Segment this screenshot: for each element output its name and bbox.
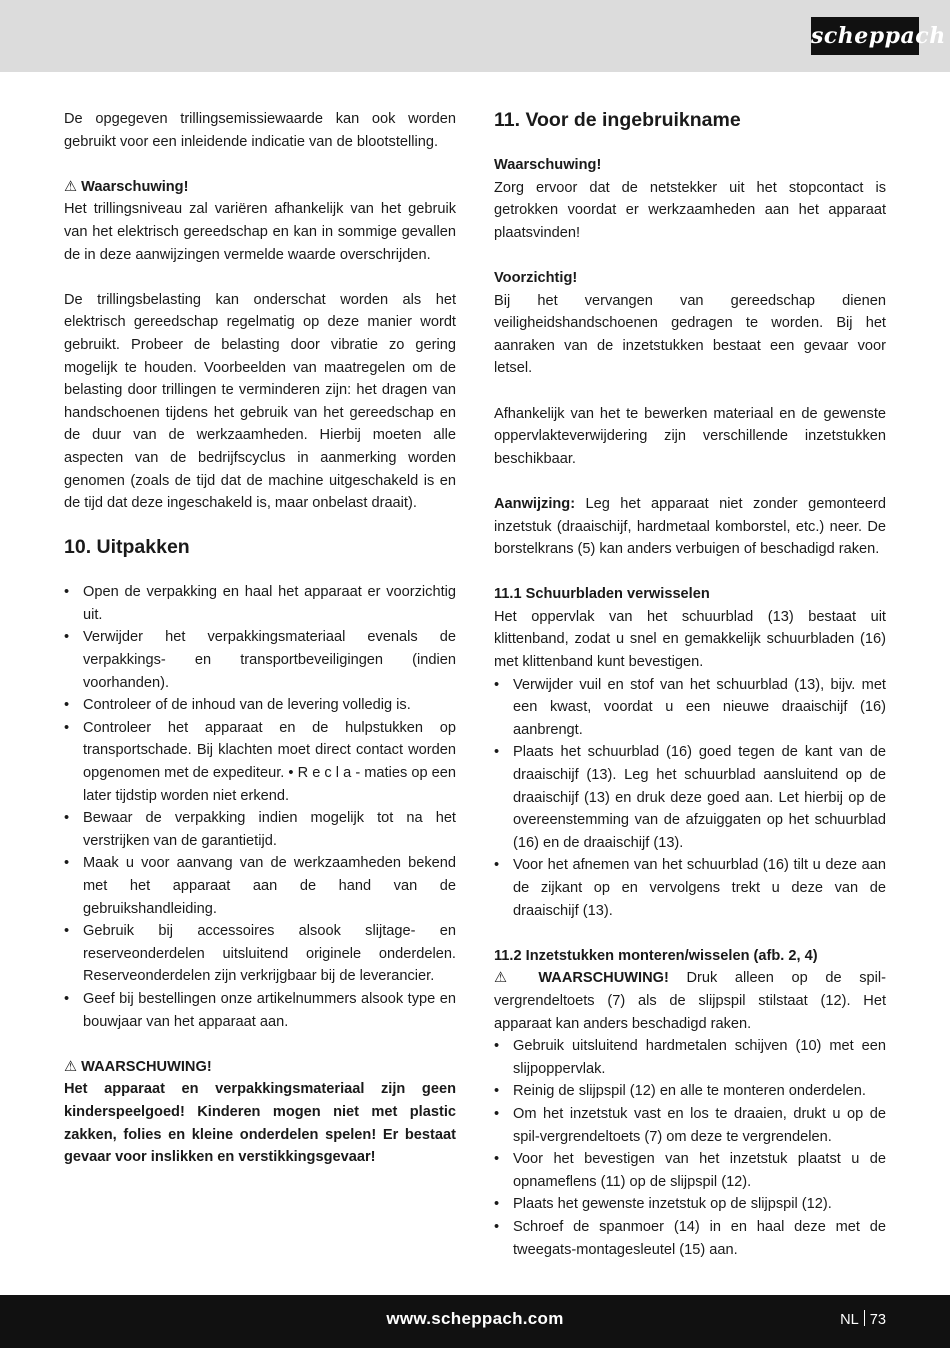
list-item: • Voor het afnemen van het schuurblad (16) tilt u deze aan de zijkant op en vervolgens trekt u deze van de draaischijf (13).: [494, 854, 886, 922]
page-separator: [864, 1310, 865, 1326]
list-item: • Controleer het apparaat en de hulpstukken op transportschade. Bij klachten moet direct contact worden opgenomen met de expediteur. • R e c l a - maties op een later tijdstip worden niet erkend.: [64, 717, 456, 807]
list-item: • Schroef de spanmoer (14) in en haal deze met de tweegats-montagesleutel (15) aan.: [494, 1216, 886, 1261]
section-11-1-title: 11.1 Schuurbladen verwisselen: [494, 586, 710, 603]
section-11-2-warning: ⚠ WAARSCHUWING! Druk alleen op de spil-vergrendeltoets (7) als de slijpspil stilstaat (12). Het apparaat kan anders beschadigd raken.: [494, 970, 886, 1032]
footer-bar: [0, 1295, 950, 1348]
header-bar: [0, 0, 950, 72]
list-item: • Om het inzetstuk vast en los te draaien, drukt u op de spil-vergrendeltoets (7) om deze te vergrendelen.: [494, 1103, 886, 1148]
list-item: • Geef bij bestellingen onze artikelnummers alsook type en bouwjaar van het apparaat aan.: [64, 988, 456, 1033]
warning-text-2: Het apparaat en verpakkingsmateriaal zijn geen kinderspeelgoed! Kinderen mogen niet met plastic zakken, folies en kleine onderdelen spelen! Er bestaat gevaar voor inslikken en verstikkingsgevaar!: [64, 1081, 456, 1166]
note-label: Aanwijzing:: [494, 495, 576, 512]
language-code: NL: [840, 1312, 859, 1328]
list-item: • Gebruik uitsluitend hardmetalen schijven (10) met een slijpoppervlak.: [494, 1035, 886, 1080]
list-item: • Bewaar de verpakking indien mogelijk tot na het verstrijken van de garantietijd.: [64, 807, 456, 852]
section-11-2-title: 11.2 Inzetstukken monteren/wisselen (afb. 2, 4): [494, 947, 818, 964]
warning-heading: ⚠ Waarschuwing!: [64, 178, 189, 195]
list-item: • Plaats het schuurblad (16) goed tegen de kant van de draaischijf (13). Leg het schuurblad aansluitend op de draaischijf (13) en druk deze goed aan. Let hierbij op de overeenstemming van de afzuiggaten op het schuurblad (16) en de draaischijf (13).: [494, 741, 886, 854]
sanding-pad-list: [494, 674, 886, 923]
warning-text: Zorg ervoor dat de netstekker uit het stopcontact is getrokken voordat er werkzaamheden aan het apparaat plaatsvinden!: [494, 179, 886, 241]
inserts-paragraph: Afhankelijk van het te bewerken materiaal en de gewenste oppervlakteverwijdering zijn verschillende inzetstukken beschikbaar.: [494, 405, 886, 467]
warning-text: Het trillingsniveau zal variëren afhankelijk van het gebruik van het elektrisch gereedschap en kan in sommige gevallen de in deze aanwijzingen vermelde waarde overschrijden.: [64, 201, 456, 263]
warning-triangle-icon: ⚠: [64, 1058, 78, 1075]
warning-heading: Waarschuwing!: [494, 157, 602, 173]
page-indicator: [840, 1310, 886, 1328]
list-item: • Maak u voor aanvang van de werkzaamheden bekend met het apparaat aan de hand van de gebruikshandleiding.: [64, 852, 456, 920]
list-item: • Plaats het gewenste inzetstuk op de slijpspil (12).: [494, 1193, 886, 1216]
section-11-title: 11. Voor de ingebruikname: [494, 109, 741, 131]
scheppach-logo: scheppach: [811, 17, 919, 55]
vibration-paragraph: De trillingsbelasting kan onderschat worden als het elektrisch gereedschap regelmatig op deze manier wordt gebruikt. Probeer de belasting door vibratie zo gering mogelijk te houden. Voorbeelden van maatregelen om de belasting door trillingen te verminderen zijn: het dragen van handschoenen tijdens het gebruik van het gereedschap en de duur van de werkzaamheden. Hierbij moeten alle aspecten van de bedrijfscyclus in aanmerking worden genomen (zoals de tijd dat de machine uitgeschakeld is en de tijd dat deze ingeschakeld is, maar onbelast draait).: [64, 291, 456, 512]
inserts-list: [494, 1035, 886, 1261]
note-paragraph: Aanwijzing: Leg het apparaat niet zonder gemonteerd inzetstuk (draaischijf, hardmetaal komborstel, etc.) neer. De borstelkrans (5) kan anders verbuigen of beschadigd raken.: [494, 495, 886, 558]
right-column: [494, 108, 886, 1261]
warning-triangle-icon: ⚠: [64, 178, 78, 195]
list-item: • Reinig de slijpspil (12) en alle te monteren onderdelen.: [494, 1080, 886, 1103]
section-11-1-text: Het oppervlak van het schuurblad (13) bestaat uit klittenband, zodat u snel en gemakkelijk schuurbladen (16) met klittenband kunt bevestigen.: [494, 608, 886, 671]
list-item: • Verwijder vuil en stof van het schuurblad (13), bijv. met een kwast, voordat u een nieuwe draaischijf (16) aanbrengt.: [494, 674, 886, 742]
left-column: [64, 108, 456, 1169]
warning-triangle-icon: ⚠: [494, 970, 521, 987]
website-link[interactable]: www.scheppach.com: [386, 1309, 564, 1328]
list-item: • Verwijder het verpakkingsmateriaal evenals de verpakkings- en transportbeveiligingen (indien voorhanden).: [64, 626, 456, 694]
unpacking-list: [64, 581, 456, 1033]
caution-heading: Voorzichtig!: [494, 269, 578, 286]
list-item: • Voor het bevestigen van het inzetstuk plaatst u de opnameflens (11) op de slijpspil (12).: [494, 1148, 886, 1193]
list-item: • Gebruik bij accessoires alsook slijtage- en reserveonderdelen uitsluitend originele onderdelen. Reserveonderdelen zijn verkrijgbaar bij de leverancier.: [64, 920, 456, 988]
page-number: 73: [869, 1312, 886, 1328]
list-item: • Open de verpakking en haal het apparaat er voorzichtig uit.: [64, 581, 456, 626]
section-10-title: 10. Uitpakken: [64, 535, 190, 558]
list-item: • Controleer of de inhoud van de levering volledig is.: [64, 694, 456, 717]
intro-paragraph: De opgegeven trillingsemissiewaarde kan ook worden gebruikt voor een inleidende indicatie van de blootstelling.: [64, 111, 456, 150]
caution-text: Bij het vervangen van gereedschap dienen veiligheidshandschoenen gedragen te worden. Bij het aanraken van de inzetstukken bestaat een gevaar voor letsel.: [494, 292, 886, 377]
warning-heading-2: ⚠ WAARSCHUWING!: [64, 1058, 212, 1075]
